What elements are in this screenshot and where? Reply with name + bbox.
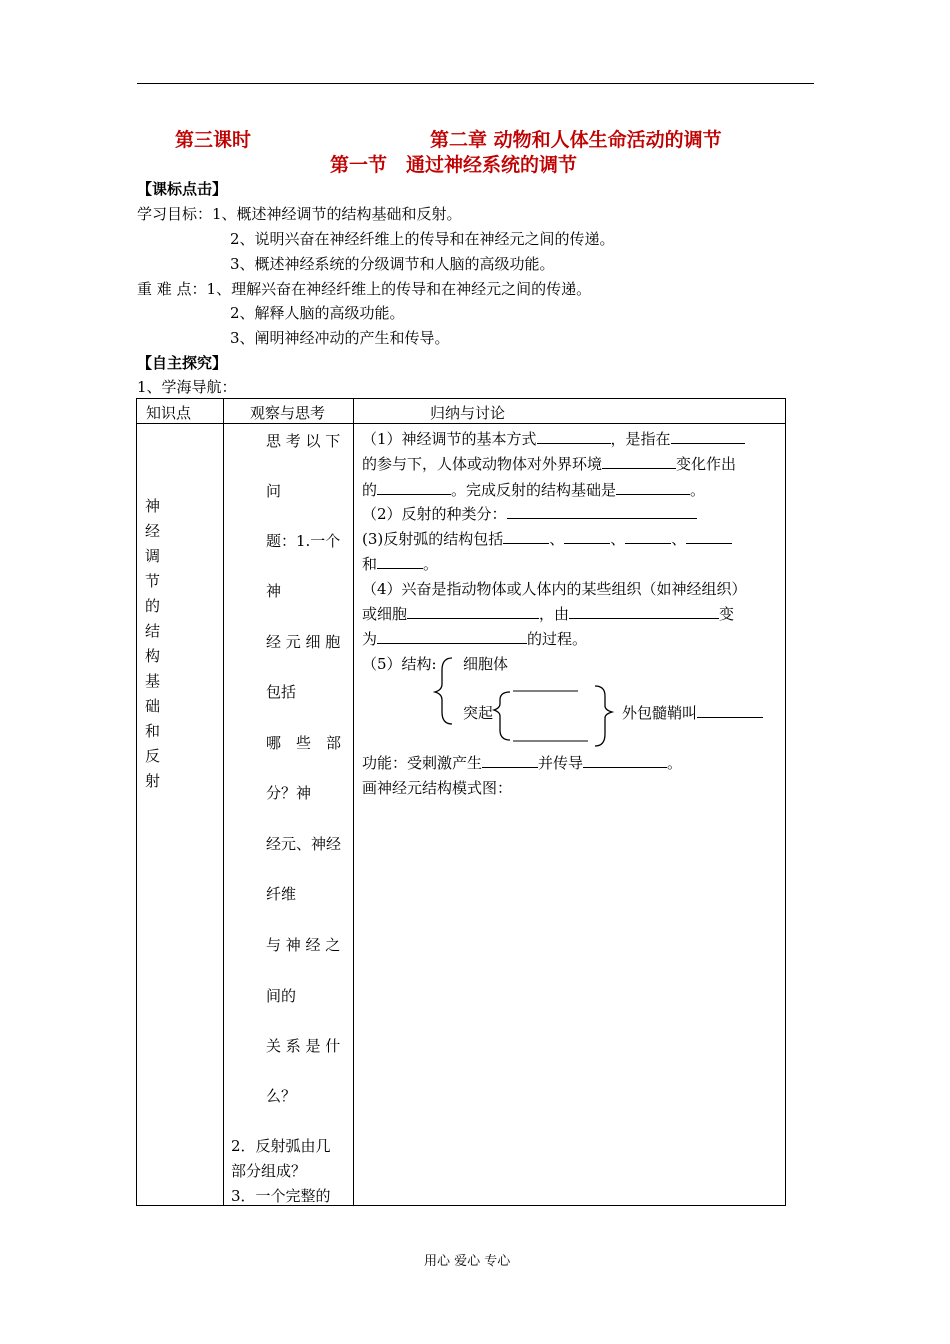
col1-char: 构 (145, 647, 161, 665)
col2-tail: 3．一个完整的 (231, 1187, 331, 1205)
col2-line: 题：1.一个 (266, 532, 341, 550)
col1-char: 射 (145, 772, 161, 790)
goals-label: 学习目标： (137, 205, 213, 223)
col2-line: 经 元 细 胞 (266, 633, 341, 651)
inner-brace-icon (494, 692, 510, 740)
blank[interactable] (377, 554, 423, 569)
blank[interactable] (482, 753, 538, 768)
q1-text-g: 。 (690, 481, 706, 499)
col1-char: 神 (145, 497, 161, 515)
goals-line-1 (137, 203, 462, 224)
q4-text-e: 为 (362, 630, 378, 648)
q5-label: （5）结构: (362, 655, 437, 673)
col2-line: 神 (266, 582, 282, 600)
sheath-line (622, 702, 763, 723)
col2-tail: 部分组成？ (231, 1162, 307, 1180)
col2-line: 思 考 以 下 (266, 432, 341, 450)
blank[interactable] (407, 604, 539, 619)
table-border-right (785, 398, 786, 1206)
blank[interactable] (503, 529, 549, 544)
col1-char: 结 (145, 622, 161, 640)
blank[interactable] (377, 629, 527, 644)
q3-sep: 、 (610, 530, 626, 548)
kebiao-heading: 【课标点击】 (137, 180, 228, 198)
col2-line: 哪 些 部 (266, 734, 342, 752)
blank[interactable] (616, 480, 690, 495)
blank[interactable] (583, 753, 667, 768)
q4-text-f: 的过程。 (527, 630, 588, 648)
col2-line: 关 系 是 什 (266, 1037, 341, 1055)
col2-line: 包括 (266, 683, 297, 701)
top-rule (137, 83, 814, 84)
q2-line (362, 503, 697, 524)
blank[interactable] (625, 529, 671, 544)
col2-line: 间的 (266, 987, 297, 1005)
blank[interactable] (377, 480, 451, 495)
zizhu-sub: 1、学海导航： (137, 378, 237, 396)
q3-text-b: 和 (362, 555, 378, 573)
blank[interactable] (537, 429, 611, 444)
q3-line-1 (362, 528, 732, 549)
section-title: 第一节 通过神经系统的调节 (330, 154, 578, 176)
draw-prompt: 画神经元结构模式图： (362, 779, 513, 797)
q4-text-d: 变 (719, 605, 735, 623)
table-border-top (136, 398, 786, 399)
q4-text-c: ，由 (539, 605, 570, 623)
q1-text-e: 的 (362, 481, 378, 499)
q1-text-f: 。完成反射的结构基础是 (451, 481, 617, 499)
col2-line: 经元、神经 (266, 835, 342, 853)
structure-brackets (430, 650, 620, 750)
col2-line: 纤维 (266, 885, 297, 903)
zizhu-heading: 【自主探究】 (137, 354, 228, 372)
q1-text-b: ，是指在 (610, 430, 671, 448)
col2-tail: 2．反射弧由几 (231, 1137, 331, 1155)
col1-char: 和 (145, 722, 161, 740)
col1-char: 基 (145, 672, 161, 690)
left-brace-icon (435, 658, 452, 724)
col1-char: 的 (145, 597, 161, 615)
func-text-b: 并传导 (538, 754, 584, 772)
goal-3: 3、概述神经系统的分级调节和人脑的高级功能。 (230, 255, 555, 273)
table-col-rule-2 (353, 398, 354, 1206)
blank[interactable] (602, 454, 676, 469)
col2-line: 么？ (266, 1087, 297, 1105)
key-2: 2、解释人脑的高级功能。 (230, 304, 405, 322)
func-text-a: 功能：受刺激产生 (362, 754, 483, 772)
col1-char: 节 (145, 572, 161, 590)
q4-line-3 (362, 628, 587, 649)
q3-sep: 、 (671, 530, 687, 548)
q3-end: 。 (423, 555, 439, 573)
q3-sep: 、 (549, 530, 565, 548)
q1-line-1 (362, 428, 745, 449)
th-summary: 归纳与讨论 (430, 404, 506, 422)
key-3: 3、阐明神经冲动的产生和传导。 (230, 329, 450, 347)
q3-text-a: (3)反射弧的结构包括 (362, 530, 504, 548)
th-knowledge: 知识点 (146, 404, 192, 422)
goal-1: 1、概述神经调节的结构基础和反射。 (212, 205, 462, 223)
col2-line: 分？神 (266, 784, 312, 802)
q1-text-c: 的参与下，人体或动物体对外界环境 (362, 455, 603, 473)
q3-line-2 (362, 553, 438, 574)
right-brace-icon (595, 686, 612, 746)
q2-text: （2）反射的种类分： (362, 505, 507, 523)
col1-char: 经 (145, 522, 161, 540)
blank[interactable] (564, 529, 610, 544)
blank[interactable] (697, 703, 763, 718)
cell-body-label: 细胞体 (463, 655, 509, 673)
sheath-text: 外包髓鞘叫 (622, 704, 698, 722)
th-observe: 观察与思考 (250, 404, 326, 422)
q4-line-1: （4）兴奋是指动物体或人体内的某些组织（如神经组织） (362, 580, 747, 598)
q4-line-2 (362, 603, 734, 624)
blank[interactable] (671, 429, 745, 444)
col1-char: 础 (145, 697, 161, 715)
table-border-left (136, 398, 137, 1206)
q1-text-d: 变化作出 (676, 455, 737, 473)
col2-line: 与 神 经 之 (266, 936, 341, 954)
col2-line: 问 (266, 482, 282, 500)
key-label: 重 难 点： (137, 280, 207, 298)
blank[interactable] (507, 504, 697, 519)
q4-text-b: 或细胞 (362, 605, 408, 623)
lesson-title: 第三课时 (175, 129, 252, 151)
table-header-rule (136, 423, 786, 424)
q1-line-2 (362, 453, 736, 474)
chapter-title: 第二章 动物和人体生命活动的调节 (430, 129, 722, 151)
footer-text: 用心 爱心 专心 (424, 1254, 511, 1269)
q1-line-3 (362, 479, 705, 500)
q1-text-a: （1）神经调节的基本方式 (362, 430, 537, 448)
func-end: 。 (667, 754, 683, 772)
blank[interactable] (686, 529, 732, 544)
key-line-1 (137, 278, 591, 299)
col1-char: 反 (145, 747, 161, 765)
key-1: 1、理解兴奋在神经纤维上的传导和在神经元之间的传递。 (206, 280, 592, 298)
table-col-rule-1 (223, 398, 224, 1206)
function-line (362, 752, 682, 773)
blank[interactable] (569, 604, 719, 619)
col1-char: 调 (145, 547, 161, 565)
process-label: 突起 (463, 704, 494, 722)
goal-2: 2、说明兴奋在神经纤维上的传导和在神经元之间的传递。 (230, 230, 615, 248)
